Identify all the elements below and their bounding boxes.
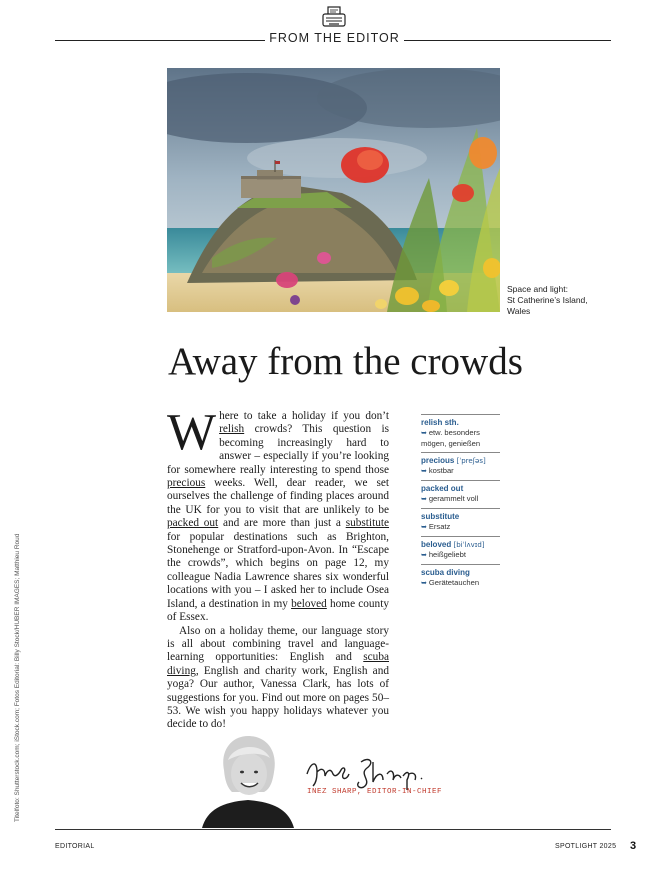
photo-credit: Titelfoto: Shutterstock.com; iStock.com; Fotos Editorial: Billy Stock/HUBER IMAGES; Matthieu Roud (14, 533, 21, 822)
header-rule-left (55, 40, 265, 41)
footer-rule (55, 829, 611, 830)
glossary-translation-text: kostbar (428, 466, 454, 475)
article-text: weeks. Well, dear reader, we set ourselves the challenge of finding places around the UK for you to visit that are unlikely to be (167, 477, 389, 516)
vocab-word: relish (219, 423, 245, 436)
article-text: , English and charity work, English and yoga? Our author, Vanessa Clark, has lots of suggestions for you. Find out more on pages 50–53. We wish you happy holidays whatever you decide to do! (167, 664, 389, 731)
glossary-translation (421, 522, 500, 533)
glossary-term-text: beloved (421, 540, 452, 549)
headline: Away from the crowds (168, 340, 523, 383)
glossary-term-text: precious (421, 456, 455, 465)
arrow-icon: ➥ (421, 430, 429, 437)
glossary-translation (421, 578, 500, 589)
article-text: and are more than just a (218, 517, 346, 530)
arrow-icon: ➥ (421, 496, 429, 503)
photo-caption (507, 284, 627, 317)
article-text: crowds? This question is becoming increasingly hard to answer – especially if you’re looking for somewhere really interesting to spend those (167, 423, 389, 476)
glossary-term (421, 418, 500, 428)
glossary-term-text: relish sth. (421, 418, 459, 427)
arrow-icon: ➥ (421, 524, 429, 531)
glossary-item (421, 452, 500, 480)
glossary-item (421, 414, 500, 452)
glossary-term-text: scuba diving (421, 568, 470, 577)
editor-signature (303, 752, 431, 792)
glossary-term (421, 568, 500, 578)
arrow-icon: ➥ (421, 552, 429, 559)
editor-name: INEZ SHARP, EDITOR-IN-CHIEF (307, 788, 443, 796)
article-text: home county of Essex. (167, 597, 389, 624)
editor-portrait (202, 730, 294, 828)
glossary-phonetic: [biˈlʌvɪd] (451, 541, 485, 549)
vocab-word: beloved (291, 597, 327, 610)
glossary-term (421, 484, 500, 494)
article-text: Also on a holiday theme, our language story is all about combining travel and language-learning opportunities: English and (167, 624, 389, 664)
caption-line: Wales (507, 306, 531, 316)
glossary-item (421, 508, 500, 536)
article-paragraph (167, 404, 390, 625)
glossary-translation-text: gerammelt voll (428, 494, 479, 503)
vocab-word: packed out (167, 517, 219, 530)
article-text: here to take a holiday if you don’t (219, 410, 389, 422)
glossary-term-text: substitute (421, 512, 460, 521)
vocab-word: scuba diving (167, 651, 389, 677)
glossary-term-text: packed out (421, 484, 464, 493)
glossary-sidebar (421, 414, 500, 592)
caption-line: Space and light: (507, 284, 568, 294)
footer-magazine: SPOTLIGHT 2025 (555, 843, 617, 850)
glossary-item (421, 480, 500, 508)
caption-line: St Catherine’s Island, (507, 295, 588, 305)
glossary-translation-text: heißgeliebt (428, 550, 466, 559)
glossary-item (421, 564, 500, 592)
header-rule-right (404, 40, 611, 41)
vocab-word: precious (167, 477, 206, 490)
article-paragraph (167, 625, 389, 732)
arrow-icon: ➥ (421, 468, 429, 475)
glossary-item (421, 536, 500, 564)
section-title: FROM THE EDITOR (269, 31, 400, 45)
glossary-translation-text: etw. besonders mögen, genießen (421, 428, 481, 448)
glossary-translation (421, 428, 500, 449)
glossary-translation-text: Ersatz (428, 522, 451, 531)
arrow-icon: ➥ (421, 580, 429, 587)
article-text: for popular destinations such as Brighton, Stonehenge or Stratford-upon-Avon. In “Escape the crowds”, which begins on page 12, my colleague Nadia Lawrence shares six wonderful locations with you – I asked her to include Osea Island, a destination in my (167, 530, 389, 610)
glossary-translation-text: Gerätetauchen (428, 578, 480, 587)
glossary-phonetic: [ˈpreʃəs] (454, 457, 486, 465)
glossary-term (421, 456, 500, 466)
glossary-translation (421, 550, 500, 561)
article-body (167, 404, 390, 732)
footer-section: EDITORIAL (55, 843, 95, 850)
typewriter-icon (321, 6, 347, 28)
vocab-word: substitute (345, 517, 390, 530)
glossary-term (421, 512, 500, 522)
glossary-translation (421, 466, 500, 477)
glossary-translation (421, 494, 500, 505)
page-number: 3 (630, 840, 637, 852)
glossary-term (421, 540, 500, 550)
island-photo (167, 68, 500, 312)
drop-cap: W (167, 404, 217, 461)
